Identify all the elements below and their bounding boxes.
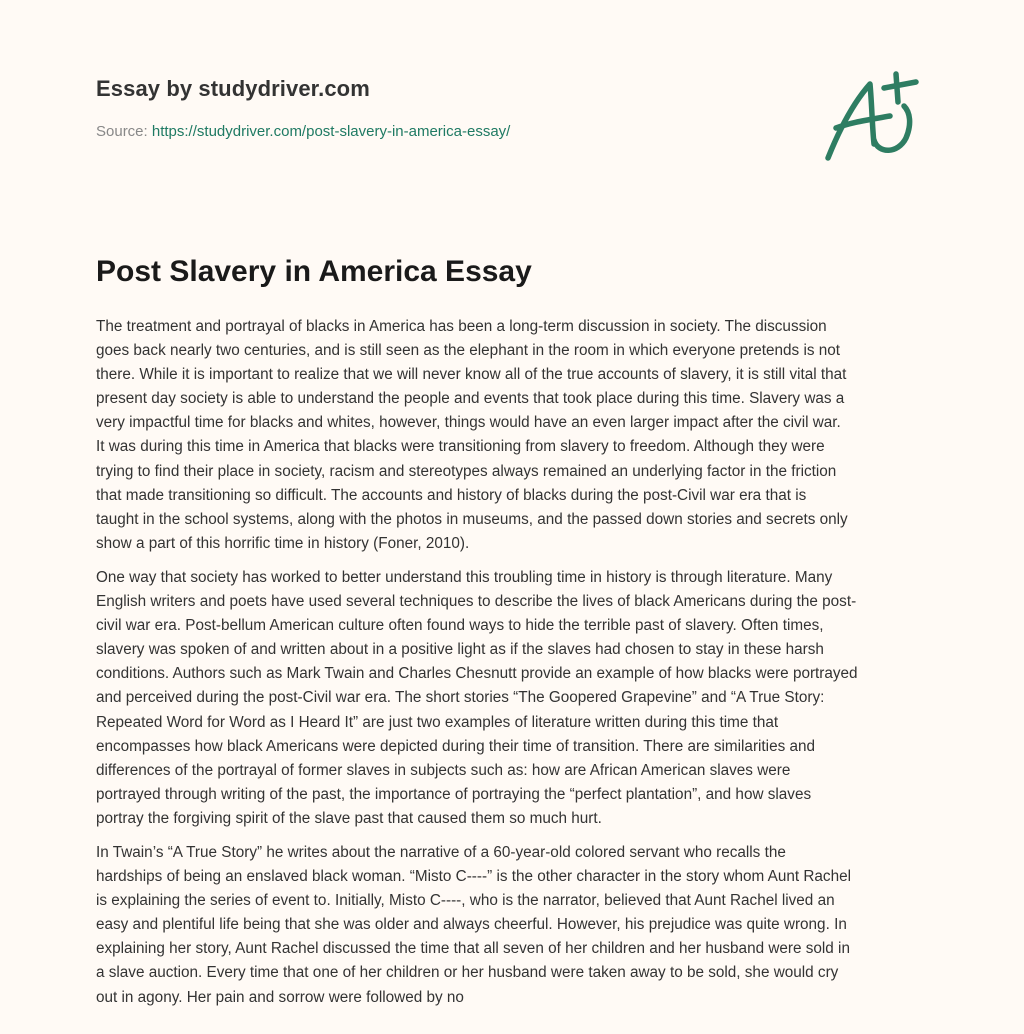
essay-title: Post Slavery in America Essay: [96, 255, 532, 288]
text-line: differences of the portrayal of former slaves in subjects such as: how are African American slaves were: [96, 761, 791, 779]
text-line: taught in the school systems, along with the photos in museums, and the passed down stories and secrets only: [96, 510, 848, 528]
essay-paragraph-3: [96, 841, 936, 1010]
text-line: In Twain’s “A True Story” he writes about the narrative of a 60-year-old colored servant who recalls the: [96, 843, 786, 861]
text-line: is explaining the series of event to. Initially, Misto C----, who is the narrator, believed that Aunt Rachel lived an: [96, 892, 835, 910]
source-line: [96, 122, 926, 142]
text-line: hardships of being an enslaved black woman. “Misto C----” is the other character in the story whom Aunt Rachel: [96, 868, 851, 886]
text-line: present day society is able to understand the people and events that took place during this time. Slavery was a: [96, 390, 845, 408]
text-line: trying to find their place in society, racism and stereotypes always remained an underlying factor in the friction: [96, 462, 837, 480]
text-line: portrayed through writing of the past, the importance of portraying the “perfect plantation”, and how slaves: [96, 785, 812, 803]
essay-paragraph-2: [96, 566, 936, 831]
text-line: and perceived during the post-Civil war era. The short stories “The Goopered Grapevine” and “A True Story:: [96, 689, 825, 707]
text-line: English writers and poets have used several techniques to describe the lives of black Americans during the post-: [96, 593, 857, 611]
text-line: show a part of this horrific time in history (Foner, 2010).: [96, 534, 470, 552]
text-line: out in agony. Her pain and sorrow were followed by no: [96, 988, 464, 1006]
site-title: Essay by studydriver.com: [96, 76, 370, 101]
a-plus-logo-icon: [818, 66, 928, 166]
text-line: encompasses how black Americans were depicted during their time of transition. There are similarities and: [96, 737, 816, 755]
text-line: that made transitioning so difficult. The accounts and history of blacks during the post-Civil war era that is: [96, 486, 807, 504]
text-line: goes back nearly two centuries, and is still seen as the elephant in the room in which everyone pretends is not: [96, 342, 841, 360]
text-line: explaining her story, Aunt Rachel discussed the time that all seven of her children and her husband were sold in: [96, 940, 850, 958]
text-line: civil war era. Post-bellum American culture often found ways to hide the terrible past of slavery. Often times,: [96, 617, 824, 635]
text-line: conditions. Authors such as Mark Twain and Charles Chesnutt provide an example of how blacks were portrayed: [96, 665, 858, 683]
text-line: The treatment and portrayal of blacks in America has been a long-term discussion in society. The discussion: [96, 318, 827, 335]
text-line: a slave auction. Every time that one of her children or her husband were taken away to be sold, she would cry: [96, 964, 839, 982]
source-label: Source:: [96, 123, 152, 140]
text-line: portray the forgiving spirit of the slave past that caused them so much hurt.: [96, 809, 602, 827]
text-line: It was during this time in America that blacks were transitioning from slavery to freedom. Although they were: [96, 438, 825, 456]
source-link[interactable]: https://studydriver.com/post-slavery-in-america-essay/: [151, 123, 511, 140]
text-line: One way that society has worked to better understand this troubling time in history is through literature. Many: [96, 568, 833, 586]
text-line: very impactful time for blacks and whites, however, things would have an even larger impact after the civil war.: [96, 414, 841, 432]
essay-body: [96, 315, 936, 1020]
text-line: slavery was spoken of and written about in a positive light as if the slaves had chosen to stay in these harsh: [96, 641, 824, 659]
page-header: [96, 74, 926, 142]
text-line: easy and plentiful life being that she was older and always cheerful. However, his prejudice was quite wrong. In: [96, 916, 847, 934]
text-line: there. While it is important to realize that we will never know all of the true accounts of slavery, it is still vital that: [96, 366, 847, 384]
essay-paragraph-1: [96, 315, 936, 556]
text-line: Repeated Word for Word as I Heard It” are just two examples of literature written during this time that: [96, 713, 779, 731]
a-plus-logo-svg: [818, 66, 928, 166]
